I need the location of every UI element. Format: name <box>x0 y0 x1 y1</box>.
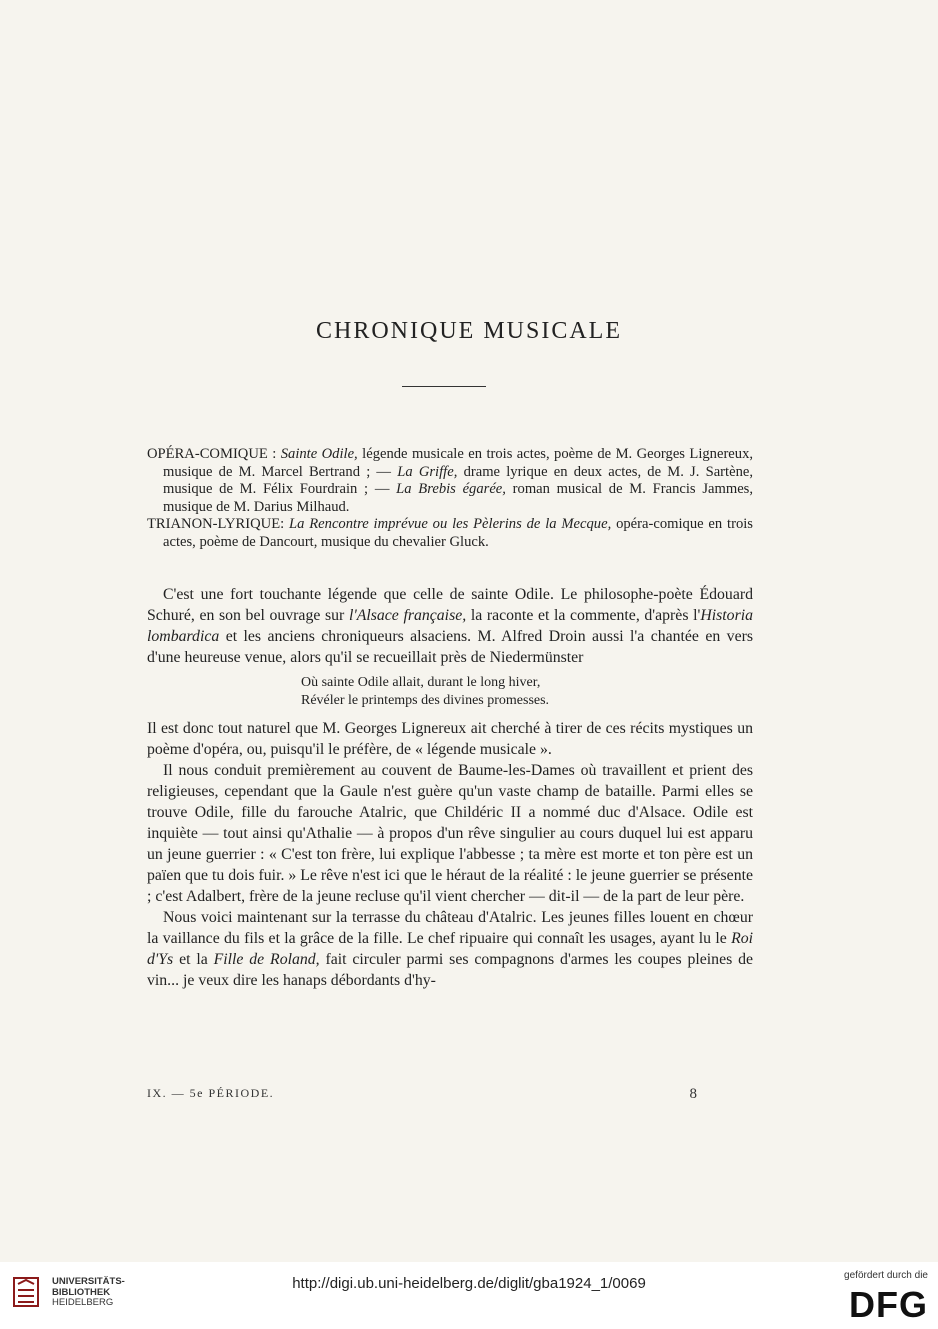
text-run: et les anciens chroniqueurs alsaciens. M. Alfred Droin aussi l'a chantée en vers d'une heureuse venue, alors qu'il se recueillait près de Niedermünster <box>147 628 753 666</box>
summary-block <box>147 446 753 551</box>
logo-line: UNIVERSITÄTS- <box>52 1276 125 1287</box>
title-rule <box>402 386 486 387</box>
italic-run: l'Alsace française, <box>348 607 467 624</box>
text-run: et la <box>179 951 208 968</box>
permalink-url[interactable]: http://digi.ub.uni-heidelberg.de/diglit/gba1924_1/0069 <box>292 1275 646 1292</box>
italic-run: Fille de Roland, <box>213 951 320 968</box>
paragraph <box>147 907 753 991</box>
paragraph: Il est donc tout naturel que M. Georges Lignereux ait cherché à tirer de ces récits mystiques un poème d'opéra, ou, puisqu'il le préfère, de « légende musicale ». <box>147 720 753 758</box>
sponsor-label: gefördert durch die <box>844 1270 928 1281</box>
work-title: Sainte Odile, <box>280 446 358 462</box>
verse-line: Où sainte Odile allait, durant le long hiver, <box>301 675 541 690</box>
page-number: 8 <box>689 1086 697 1102</box>
page-footer <box>147 1086 707 1101</box>
paragraph: Il nous conduit premièrement au couvent de Baume-les-Dames où travaillent et prient des religieuses, cependant que la Gaule n'est guère qu'un vaste champ de bataille. Parmi elles se trouve Odile, fille du farouche Atalric, que Childéric II a nommé duc d'Alsace. Odile est inquiète — tout ainsi qu'Athalie — à propos d'un rêve singulier au cours duquel lui est apparu un jeune guerrier : « C'est ton frère, lui explique l'abbesse ; ta mère est morte et ton père est un païen que tu dois fuir. » Le rêve n'est ici que le héraut de la réalité : le jeune guerrier se présente ; c'est Adalbert, frère de la jeune recluse qu'il vient chercher — dit-il — de la part de leur père. <box>147 762 753 905</box>
summary-label: OPÉRA-COMIQUE : <box>147 446 277 462</box>
summary-text: drame lyrique en deux actes, de M. J. Sartène, musique de M. Félix Fourdrain ; — <box>163 463 753 497</box>
verse-line: Révéler le printemps des divines promesses. <box>301 693 550 708</box>
summary-text: roman musical de M. Francis Jammes, musique de M. Darius Milhaud. <box>163 481 753 515</box>
logo-line: BIBLIOTHEK <box>52 1286 111 1298</box>
italic-run: Roi d'Ys <box>147 930 753 968</box>
work-title: La Griffe, <box>397 463 458 480</box>
page-title: CHRONIQUE MUSICALE <box>316 318 622 344</box>
summary-text: opéra-comique en trois actes, poème de Dancourt, musique du chevalier Gluck. <box>163 516 753 550</box>
summary-trianon-lyrique <box>147 516 753 551</box>
summary-label: TRIANON-LYRIQUE: <box>147 516 285 532</box>
work-title: La Rencontre imprévue ou les Pèlerins de la Mecque, <box>289 516 612 532</box>
article-body <box>147 584 753 991</box>
text-run: Nous voici maintenant sur la terrasse du château d'Atalric. Les jeunes filles louent en chœur la vaillance du fils et la grâce de la fille. Le chef ripuaire qui connaît les usages, ayant lu le <box>147 909 753 947</box>
text-run: fait circuler parmi ses compagnons d'armes les coupes pleines de vin... je veux dire les hanaps débordants d'hy- <box>147 951 753 989</box>
dfg-logo: DFG <box>849 1284 928 1325</box>
italic-run: Historia lombardica <box>147 607 754 645</box>
summary-opera-comique <box>147 446 753 516</box>
paragraph <box>147 584 753 668</box>
logo-line: HEIDELBERG <box>52 1297 114 1308</box>
digitization-bar <box>0 1262 938 1329</box>
text-run: C'est une fort touchante légende que celle de sainte Odile. Le philosophe-poète Édouard Schuré, en son bel ouvrage sur <box>147 586 753 624</box>
summary-text: légende musicale en trois actes, poème de M. Georges Lignereux, musique de M. Marcel Bertrand ; — <box>163 446 754 480</box>
signature-mark: IX. — 5e PÉRIODE. <box>147 1086 275 1100</box>
verse-quote <box>301 674 753 710</box>
text-run: la raconte et la commente, d'après l' <box>470 607 701 624</box>
work-title: La Brebis égarée, <box>396 481 506 497</box>
